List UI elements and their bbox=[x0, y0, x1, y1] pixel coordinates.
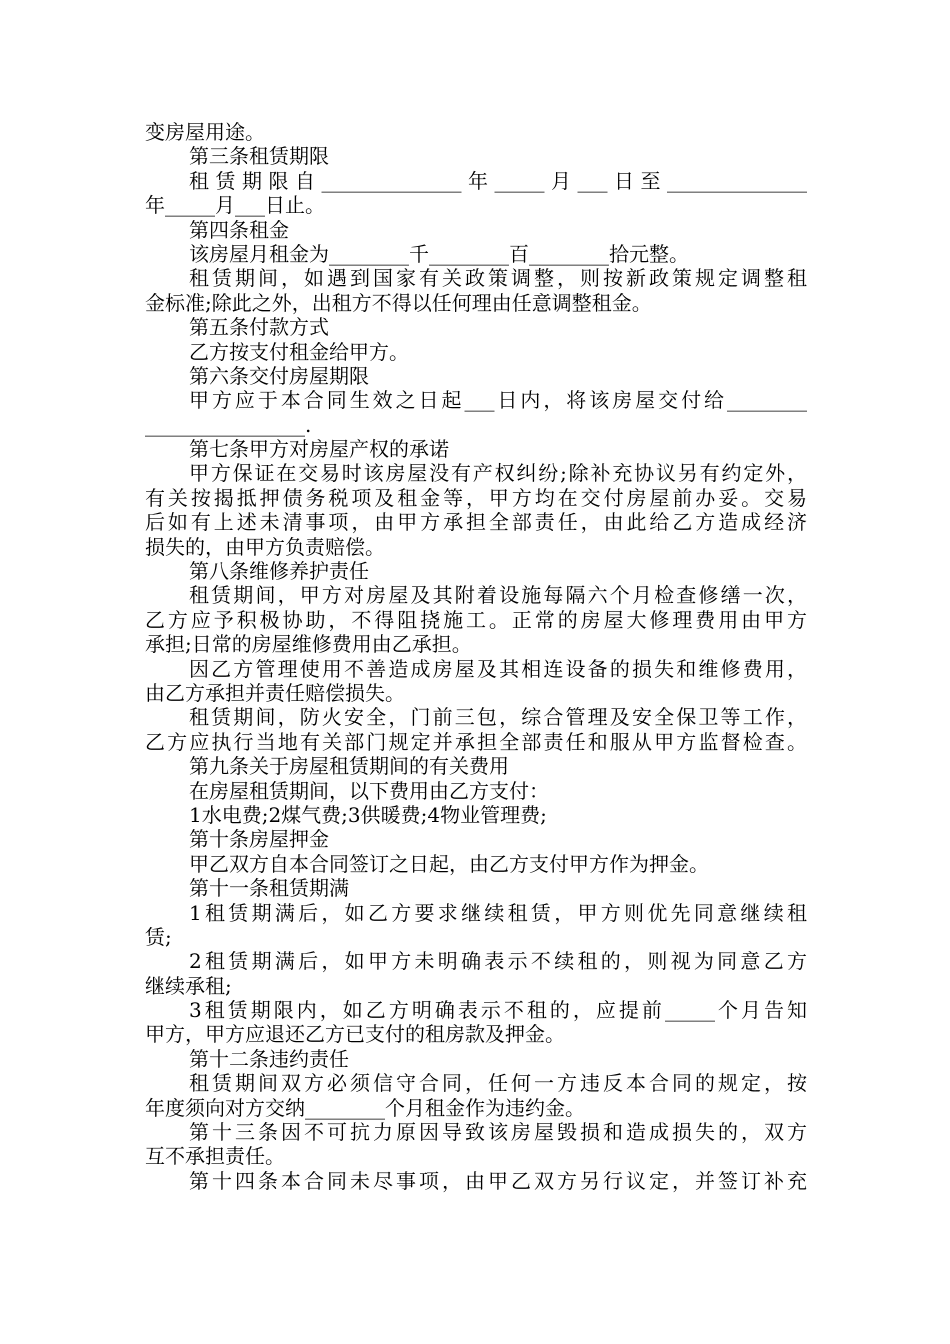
text-line: 后如有上述未清事项，由甲方承担全部责任，由此给乙方造成经济 bbox=[145, 510, 807, 535]
text-line: 第九条关于房屋租赁期间的有关费用 bbox=[189, 754, 509, 779]
text-line: 第六条交付房屋期限 bbox=[189, 363, 369, 388]
text-line: 租赁期间，如遇到国家有关政策调整，则按新政策规定调整租 bbox=[189, 266, 807, 291]
contract-body bbox=[145, 120, 807, 1193]
text-line: 乙方应执行当地有关部门规定并承担全部责任和服从甲方监督检查。 bbox=[145, 729, 807, 754]
text-line: 年_____月___日止。 bbox=[145, 193, 325, 218]
text-line: ________________. bbox=[145, 412, 312, 437]
text-line: 甲方保证在交易时该房屋没有产权纠纷;除补充协议另有约定外， bbox=[189, 461, 807, 486]
text-line: 1水电费;2煤气费;3供暖费;4物业管理费; bbox=[189, 802, 547, 827]
text-line: 2租赁期满后，如甲方未明确表示不续租的，则视为同意乙方 bbox=[189, 949, 807, 974]
text-line: 第十条房屋押金 bbox=[189, 827, 329, 852]
text-line: 租赁期间，防火安全，门前三包，综合管理及安全保卫等工作， bbox=[189, 705, 807, 730]
text-line: 继续承租; bbox=[145, 973, 232, 998]
text-line: 甲方，甲方应退还乙方已支付的租房款及押金。 bbox=[145, 1022, 565, 1047]
text-line: 3租赁期限内，如乙方明确表示不租的，应提前_____个月告知 bbox=[189, 998, 807, 1023]
text-line: 互不承担责任。 bbox=[145, 1144, 285, 1169]
text-line: 乙方应予积极协助，不得阻挠施工。正常的房屋大修理费用由甲方 bbox=[145, 607, 807, 632]
text-line: 在房屋租赁期间，以下费用由乙方支付： bbox=[189, 778, 549, 803]
text-line: 变房屋用途。 bbox=[145, 120, 265, 144]
text-line: 由乙方承担并责任赔偿损失。 bbox=[145, 680, 405, 705]
text-line: 租赁期间双方必须信守合同，任何一方违反本合同的规定，按 bbox=[189, 1071, 807, 1096]
text-line: 1租赁期满后，如乙方要求继续租赁，甲方则优先同意继续租 bbox=[189, 900, 807, 925]
text-line: 第七条甲方对房屋产权的承诺 bbox=[189, 437, 449, 462]
text-line: 第八条维修养护责任 bbox=[189, 559, 369, 584]
text-line: 第五条付款方式 bbox=[189, 315, 329, 340]
text-line: 乙方按支付租金给甲方。 bbox=[189, 339, 409, 364]
text-line: 因乙方管理使用不善造成房屋及其相连设备的损失和维修费用， bbox=[189, 656, 807, 681]
text-line: 甲乙双方自本合同签订之日起，由乙方支付甲方作为押金。 bbox=[189, 851, 709, 876]
text-line: 第三条租赁期限 bbox=[189, 144, 329, 169]
text-line: 第十一条租赁期满 bbox=[189, 876, 349, 901]
text-line: 承担;日常的房屋维修费用由乙承担。 bbox=[145, 632, 472, 657]
text-line: 租赁期限自______________年_____月___日至______________ bbox=[189, 168, 807, 193]
text-line: 该房屋月租金为________千________百________拾元整。 bbox=[189, 241, 689, 266]
text-line: 损失的，由甲方负责赔偿。 bbox=[145, 534, 385, 559]
text-line: 第十二条违约责任 bbox=[189, 1046, 349, 1071]
text-line: 第十四条本合同未尽事项，由甲乙双方另行议定，并签订补充 bbox=[189, 1168, 807, 1193]
text-line: 租赁期间，甲方对房屋及其附着设施每隔六个月检查修缮一次， bbox=[189, 583, 807, 608]
text-line: 甲方应于本合同生效之日起___日内，将该房屋交付给________ bbox=[189, 388, 807, 413]
text-line: 第十三条因不可抗力原因导致该房屋毁损和造成损失的，双方 bbox=[189, 1120, 807, 1145]
text-line: 年度须向对方交纳________个月租金作为违约金。 bbox=[145, 1095, 585, 1120]
text-line: 赁; bbox=[145, 924, 172, 949]
text-line: 金标准;除此之外，出租方不得以任何理由任意调整租金。 bbox=[145, 290, 652, 315]
text-line: 第四条租金 bbox=[189, 217, 289, 242]
text-line: 有关按揭抵押债务税项及租金等，甲方均在交付房屋前办妥。交易 bbox=[145, 485, 807, 510]
